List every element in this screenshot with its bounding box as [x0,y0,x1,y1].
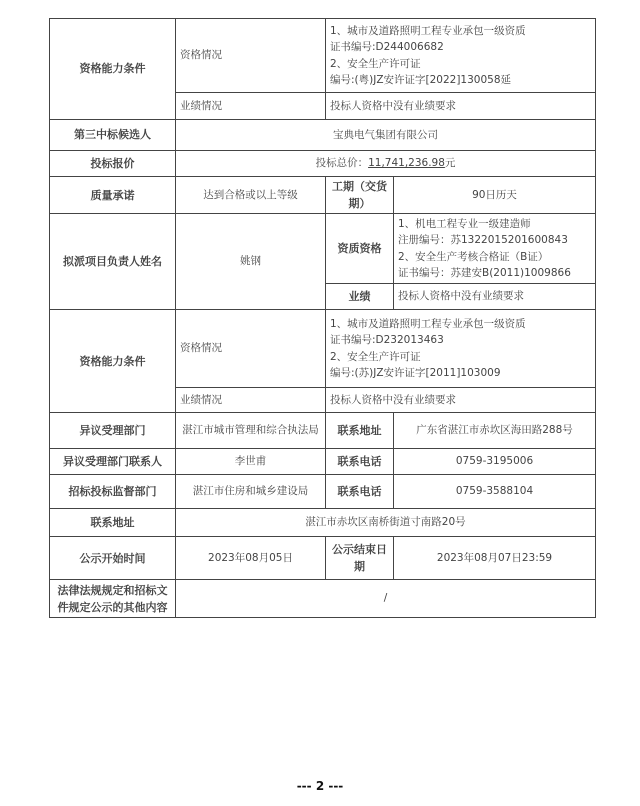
qual2-qual-value [326,310,596,388]
other-row [50,580,596,618]
qual2-perf-value: 投标人资格中没有业绩要求 [326,388,596,413]
objection-contact-row [50,449,596,475]
supervisor-phone-label: 联系电话 [326,475,394,509]
qual1-row [50,19,596,93]
qual1-line-1: 1、城市及道路照明工程专业承包一级资质 [330,24,526,37]
objection-dept-label: 异议受理部门 [50,413,176,449]
bid-price-unit: 元 [444,157,456,170]
objection-dept-value: 湛江市城市管理和综合执法局 [176,413,326,449]
supervisor-row [50,475,596,509]
bid-price-amount: 11,741,236.98 [368,157,445,170]
address-label: 联系地址 [50,509,176,537]
bid-price-label: 投标报价 [50,151,176,177]
bid-price-value [176,151,596,177]
notice-end-value: 2023年08月07日23:59 [394,537,596,580]
notice-start-value: 2023年08月05日 [176,537,326,580]
qual2-line-4: 编号:(苏)JZ安许证字[2011]103009 [330,366,501,379]
address-value: 湛江市赤坎区南桥街道寸南路20号 [176,509,596,537]
qual1-qual-value [326,19,596,93]
qual1-perf-sub: 业绩情况 [176,93,326,120]
qual1-line-3: 2、安全生产许可证 [330,57,421,70]
other-value: / [176,580,596,618]
bid-price-prefix: 投标总价： [315,157,369,170]
manager-label: 拟派项目负责人姓名 [50,214,176,310]
qual2-label: 资格能力条件 [50,310,176,413]
objection-phone-label: 联系电话 [326,449,394,475]
notice-time-row [50,537,596,580]
qual2-perf-sub: 业绩情况 [176,388,326,413]
other-label: 法律法规规定和招标文件规定公示的其他内容 [50,580,176,618]
objection-addr-label: 联系地址 [326,413,394,449]
qual2-row [50,310,596,388]
quality-value: 达到合格或以上等级 [176,177,326,214]
manager-cert-line-2: 注册编号：苏1322015201600843 [398,234,568,247]
bid-price-row [50,151,596,177]
manager-cert-label: 资质资格 [326,214,394,284]
manager-name: 姚钢 [176,214,326,310]
bid-info-table [49,18,596,618]
page-number: --- 2 --- [296,779,344,793]
manager-perf-value: 投标人资格中没有业绩要求 [394,284,596,310]
manager-perf-label: 业绩 [326,284,394,310]
supervisor-phone-value: 0759-3588104 [394,475,596,509]
objection-phone-value: 0759-3195006 [394,449,596,475]
address-row [50,509,596,537]
supervisor-label: 招标投标监督部门 [50,475,176,509]
manager-cert-line-3: 2、安全生产考核合格证（B证） [398,250,549,263]
qual2-qual-sub: 资格情况 [176,310,326,388]
third-candidate-row [50,120,596,151]
manager-cert-line-4: 证书编号：苏建安B(2011)1009866 [398,266,571,279]
period-value: 90日历天 [394,177,596,214]
period-label: 工期（交货期） [326,177,394,214]
qual2-line-1: 1、城市及道路照明工程专业承包一级资质 [330,318,526,331]
quality-label: 质量承诺 [50,177,176,214]
objection-dept-row [50,413,596,449]
objection-contact-value: 李世甫 [176,449,326,475]
supervisor-value: 湛江市住房和城乡建设局 [176,475,326,509]
third-candidate-label: 第三中标候选人 [50,120,176,151]
third-candidate-value: 宝典电气集团有限公司 [176,120,596,151]
qual1-line-2: 证书编号:D244006682 [330,41,444,54]
qual1-label: 资格能力条件 [50,19,176,120]
manager-cert-line-1: 1、机电工程专业一级建造师 [398,218,531,231]
qual1-line-4: 编号:(粤)JZ安许证字[2022]130058延 [330,73,512,86]
quality-row [50,177,596,214]
qual2-line-3: 2、安全生产许可证 [330,350,421,363]
notice-end-label: 公示结束日期 [326,537,394,580]
objection-addr-value: 广东省湛江市赤坎区海田路288号 [394,413,596,449]
qual1-perf-value: 投标人资格中没有业绩要求 [326,93,596,120]
manager-row [50,214,596,284]
objection-contact-label: 异议受理部门联系人 [50,449,176,475]
manager-cert-value [394,214,596,284]
qual2-line-2: 证书编号:D232013463 [330,334,444,347]
qual1-qual-sub: 资格情况 [176,19,326,93]
notice-start-label: 公示开始时间 [50,537,176,580]
